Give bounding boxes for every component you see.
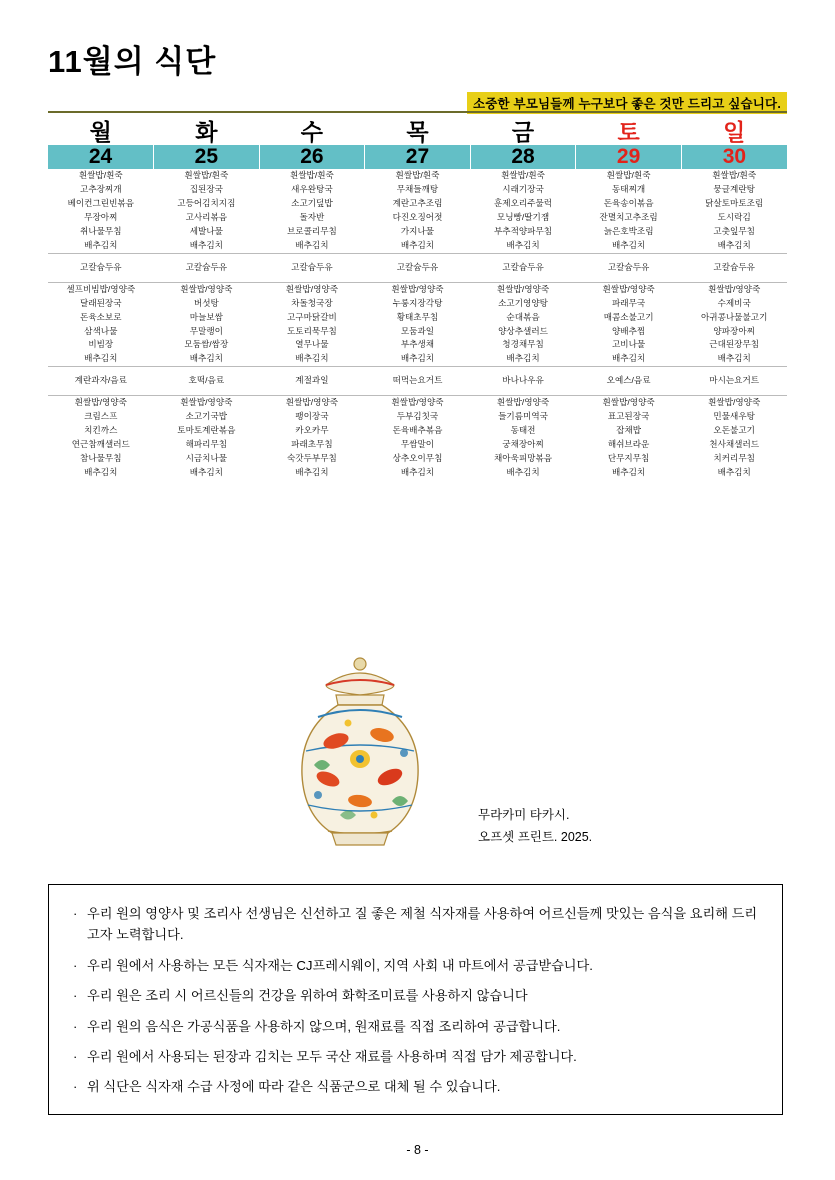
menu-item: 계란과자/음료	[74, 375, 127, 386]
menu-cell-afternoon-snack-일	[681, 367, 787, 396]
menu-item: 고칼슘두유	[185, 261, 228, 272]
menu-cell-breakfast-월	[48, 169, 154, 253]
menu-item: 돌자반	[299, 212, 325, 223]
note-item	[73, 955, 758, 976]
menu-item: 부추생채	[400, 339, 435, 350]
date-wed: 26	[259, 145, 365, 169]
page-title: 11월의 식단	[48, 44, 217, 79]
menu-cell-breakfast-금	[470, 169, 576, 253]
notes-box	[48, 884, 783, 1115]
menu-item: 동태전	[510, 425, 536, 436]
menu-item: 순대볶음	[506, 311, 540, 322]
menu-item: 흰쌀밥/흰죽	[289, 170, 334, 181]
menu-item: 흰쌀밥/영양죽	[602, 283, 655, 294]
menu-row-morning-snack	[48, 253, 787, 282]
note-text: 우리 원에서 사용하는 모든 식자재는 CJ프레시웨이, 지역 사회 내 마트에서 공급받습니다.	[87, 957, 593, 973]
date-mon: 24	[48, 145, 154, 169]
date-thu: 27	[365, 145, 471, 169]
tagline-highlight: 소중한 부모님들께 누구보다 좋은 것만 드리고 싶습니다.	[467, 92, 787, 114]
menu-item: 흰쌀밥/영양죽	[391, 283, 444, 294]
date-row	[48, 145, 787, 169]
day-name-fri: 금	[511, 119, 535, 145]
menu-cell-morning-snack-금	[470, 253, 576, 282]
note-item	[73, 1076, 758, 1097]
menu-item: 해쉬브라운	[607, 438, 650, 449]
menu-item: 배추김치	[717, 239, 751, 250]
menu-item: 소고기덮밥	[291, 198, 333, 209]
menu-cell-lunch-목	[365, 282, 471, 367]
note-item	[73, 1046, 758, 1067]
menu-item: 고칼슘두유	[80, 261, 122, 272]
menu-cell-breakfast-일	[681, 169, 787, 253]
menu-item: 마늘보쌈	[189, 311, 223, 322]
date-sat: 29	[576, 145, 682, 169]
menu-item: 배추김치	[611, 353, 646, 364]
menu-item: 브로콜리무침	[287, 225, 337, 236]
header-divider	[48, 111, 787, 113]
menu-cell-afternoon-snack-월	[48, 367, 154, 396]
note-bullet: ·	[73, 906, 78, 921]
menu-item: 토마토계란볶음	[177, 425, 236, 436]
day-name-mon: 월	[89, 119, 112, 145]
note-text: 우리 원은 조리 시 어르신들의 건강을 위하여 화학조미료를 사용하지 않습니다	[87, 988, 528, 1004]
menu-item: 두부김칫국	[396, 411, 439, 422]
menu-item: 시래기장국	[502, 184, 544, 195]
menu-cell-dinner-일	[681, 396, 787, 480]
menu-item: 흰쌀밥/영양죽	[180, 283, 233, 294]
menu-item: 흰쌀밥/흰죽	[712, 170, 757, 181]
note-item	[73, 1016, 758, 1037]
note-bullet: ·	[73, 988, 78, 1004]
menu-item: 흰쌀밥/영양죽	[74, 397, 127, 408]
menu-item: 파래무국	[611, 297, 646, 308]
menu-item: 오예스/음료	[606, 375, 651, 386]
menu-item: 양파장아찌	[713, 325, 755, 336]
menu-item: 세발나물	[189, 225, 223, 236]
menu-cell-afternoon-snack-목	[365, 367, 471, 396]
day-name-tue: 화	[195, 119, 218, 145]
menu-item: 돈육송이볶음	[603, 198, 654, 209]
menu-item: 흰쌀밥/영양죽	[708, 283, 761, 294]
menu-cell-dinner-금	[470, 396, 576, 480]
menu-item: 상추오이무침	[392, 452, 443, 463]
menu-item: 고사리볶음	[185, 212, 228, 223]
menu-item: 떠먹는요거트	[392, 375, 443, 386]
menu-row-dinner	[48, 396, 787, 480]
day-name-sat: 토	[617, 119, 640, 145]
menu-item: 배추김치	[717, 466, 751, 477]
menu-item: 무채들깨탕	[396, 184, 439, 195]
menu-item: 고비나물	[611, 339, 646, 350]
note-text: 우리 원에서 사용되는 된장과 김치는 모두 국산 재료를 사용하며 직접 담가 제공합니다.	[87, 1048, 577, 1064]
menu-item: 배추김치	[295, 466, 329, 477]
menu-item: 배추김치	[189, 466, 223, 477]
menu-item: 배추김치	[400, 353, 435, 364]
menu-item: 모닝빵/딸기잼	[496, 212, 550, 223]
menu-item: 흰쌀밥/흰죽	[501, 170, 545, 181]
artwork-caption-line2: 오프셋 프린트. 2025.	[478, 829, 593, 844]
menu-item: 차돌청국장	[291, 297, 333, 308]
menu-item: 돈육소보로	[80, 311, 122, 322]
menu-item: 고등어김치지짐	[177, 198, 236, 209]
menu-cell-morning-snack-토	[576, 253, 682, 282]
menu-item: 배추김치	[400, 239, 435, 250]
menu-item: 배추김치	[611, 466, 646, 477]
menu-item: 취나물무침	[80, 225, 122, 236]
menu-item: 돈육배추볶음	[392, 425, 443, 436]
menu-item: 배추김치	[84, 239, 118, 250]
menu-item: 모둠쌈/쌈장	[184, 339, 229, 350]
artwork-caption-line1: 무라카미 타카시.	[478, 808, 570, 822]
menu-item: 배추김치	[295, 353, 329, 364]
menu-item: 배추김치	[717, 353, 751, 364]
menu-item: 배추김치	[84, 353, 118, 364]
menu-item: 치커리무침	[713, 452, 755, 463]
menu-item: 도토리묵무침	[287, 325, 337, 336]
day-name-sun: 일	[723, 119, 746, 145]
menu-item: 다진오징어젓	[392, 212, 443, 223]
menu-item: 배추김치	[189, 239, 223, 250]
menu-item: 흰쌀밥/영양죽	[285, 397, 338, 408]
menu-row-breakfast	[48, 169, 787, 253]
menu-item: 셀프비빔밥/영양죽	[66, 283, 136, 294]
menu-item: 표고된장국	[607, 411, 650, 422]
menu-item: 부추적양파무침	[493, 225, 553, 236]
menu-item: 채아욱피망볶음	[493, 452, 553, 463]
menu-cell-morning-snack-월	[48, 253, 154, 282]
menu-item: 흰쌀밥/영양죽	[708, 397, 761, 408]
menu-cell-dinner-목	[365, 396, 471, 480]
menu-item: 흰쌀밥/흰죽	[184, 170, 229, 181]
menu-cell-dinner-토	[576, 396, 682, 480]
menu-item: 흰쌀밥/영양죽	[391, 397, 444, 408]
menu-item: 버섯탕	[193, 297, 219, 308]
menu-row-lunch	[48, 282, 787, 367]
menu-item: 고칼슘두유	[713, 261, 755, 272]
menu-item: 삼색나물	[84, 325, 118, 336]
menu-item: 배추김치	[506, 353, 540, 364]
menu-cell-lunch-화	[154, 282, 260, 367]
menu-cell-lunch-월	[48, 282, 154, 367]
menu-item: 베이컨그린빈볶음	[67, 198, 134, 209]
date-fri: 28	[470, 145, 576, 169]
menu-item: 팽이장국	[295, 411, 329, 422]
menu-item: 고칼슘두유	[502, 261, 544, 272]
menu-item: 고춧잎무침	[713, 225, 755, 236]
day-name-row	[48, 120, 787, 145]
menu-item: 소고기영양탕	[498, 297, 548, 308]
note-item	[73, 985, 758, 1006]
menu-item: 흰쌀밥/흰죽	[78, 170, 123, 181]
menu-item: 잡채밥	[616, 425, 642, 436]
menu-cell-morning-snack-수	[259, 253, 365, 282]
day-name-wed: 수	[300, 119, 324, 145]
menu-cell-breakfast-수	[259, 169, 365, 253]
menu-cell-lunch-수	[259, 282, 365, 367]
menu-item: 뭉글계란탕	[713, 184, 755, 195]
menu-item: 숙갓두부무침	[287, 452, 337, 463]
menu-item: 천사채샐러드	[709, 438, 760, 449]
menu-cell-afternoon-snack-금	[470, 367, 576, 396]
menu-cell-lunch-금	[470, 282, 576, 367]
menu-item: 배추김치	[611, 239, 646, 250]
menu-item: 배추김치	[189, 353, 223, 364]
menu-cell-afternoon-snack-수	[259, 367, 365, 396]
menu-item: 고칼슘두유	[291, 261, 333, 272]
menu-item: 청경채무침	[502, 339, 544, 350]
menu-item: 열무나물	[295, 339, 329, 350]
day-name-thu: 목	[406, 119, 429, 145]
menu-item: 달래된장국	[80, 297, 122, 308]
menu-item: 흰쌀밥/영양죽	[180, 397, 233, 408]
menu-item: 고칼슘두유	[396, 261, 439, 272]
menu-item: 흰쌀밥/영양죽	[496, 283, 550, 294]
menu-item: 배추김치	[84, 466, 118, 477]
menu-cell-breakfast-토	[576, 169, 682, 253]
menu-item: 동태찌개	[611, 184, 646, 195]
menu-row-afternoon-snack	[48, 367, 787, 396]
menu-item: 마시는요거트	[709, 375, 760, 386]
menu-item: 들기름미역국	[498, 411, 548, 422]
menu-item: 아귀콩나물불고기	[700, 311, 768, 322]
note-item	[73, 903, 758, 946]
menu-item: 도시락김	[717, 212, 751, 223]
menu-item: 가지나물	[400, 225, 435, 236]
menu-body	[48, 169, 787, 479]
note-text: 우리 원의 음식은 가공식품을 사용하지 않으며, 원재료를 직접 조리하여 공급합니다.	[87, 1018, 561, 1034]
menu-item: 시금치나물	[185, 452, 228, 463]
menu-cell-morning-snack-목	[365, 253, 471, 282]
menu-item: 근대된장무침	[709, 339, 760, 350]
menu-item: 황태초무침	[396, 311, 439, 322]
menu-item: 계절과일	[295, 375, 329, 386]
menu-item: 참나물무침	[80, 452, 122, 463]
menu-item: 새우완탕국	[291, 184, 333, 195]
menu-item: 배추김치	[295, 239, 329, 250]
menu-item: 매콤소불고기	[603, 311, 654, 322]
menu-item: 흰쌀밥/영양죽	[285, 283, 338, 294]
weekly-menu-table	[48, 120, 787, 480]
menu-item: 계란고추조림	[392, 198, 443, 209]
menu-item: 단무지무침	[607, 452, 650, 463]
menu-item: 누룽지장각탕	[392, 297, 443, 308]
menu-cell-afternoon-snack-토	[576, 367, 682, 396]
menu-cell-morning-snack-화	[154, 253, 260, 282]
menu-item: 호떡/음료	[188, 375, 225, 386]
menu-cell-dinner-화	[154, 396, 260, 480]
menu-item: 민물새우탕	[713, 411, 755, 422]
menu-item: 고추장찌개	[80, 184, 122, 195]
menu-item: 비빔장	[88, 339, 114, 350]
menu-item: 바나나우유	[502, 375, 544, 386]
menu-item: 무쌈말이	[400, 438, 435, 449]
page-number: - 8 -	[406, 1143, 429, 1157]
menu-item: 무장아찌	[84, 212, 118, 223]
menu-cell-morning-snack-일	[681, 253, 787, 282]
menu-item: 흰쌀밥/영양죽	[602, 397, 655, 408]
menu-item: 해파리무침	[185, 438, 228, 449]
menu-cell-dinner-수	[259, 396, 365, 480]
menu-item: 연근참깨샐러드	[71, 438, 130, 449]
menu-item: 잔멸치고추조림	[599, 212, 658, 223]
menu-item: 무말랭이	[189, 325, 223, 336]
date-tue: 25	[154, 145, 260, 169]
menu-cell-afternoon-snack-화	[154, 367, 260, 396]
note-text: 우리 원의 영양사 및 조리사 선생님은 신선하고 질 좋은 제철 식자재를 사용하여 어르신들께 맛있는 음식을 요리해 드리고자 노력합니다.	[87, 906, 758, 943]
menu-item: 배추김치	[400, 466, 435, 477]
menu-cell-dinner-월	[48, 396, 154, 480]
menu-item: 소고기국밥	[185, 411, 228, 422]
menu-item: 고구마닭갈비	[287, 311, 337, 322]
menu-item: 고칼슘두유	[607, 261, 650, 272]
artwork-image	[270, 655, 450, 855]
menu-item: 훈제오리주물럭	[493, 198, 553, 209]
menu-item: 배추김치	[506, 239, 540, 250]
menu-cell-breakfast-화	[154, 169, 260, 253]
note-bullet: ·	[73, 1018, 78, 1034]
menu-item: 수제비국	[717, 297, 751, 308]
menu-item: 양상추샐러드	[498, 325, 548, 336]
menu-item: 집된장국	[189, 184, 223, 195]
menu-item: 궁채장아찌	[502, 438, 544, 449]
artwork-caption	[478, 805, 592, 849]
menu-cell-breakfast-목	[365, 169, 471, 253]
menu-item: 늙은호박조림	[603, 225, 654, 236]
note-bullet: ·	[73, 1079, 78, 1095]
menu-item: 배추김치	[506, 466, 540, 477]
menu-item: 양배추찜	[611, 325, 646, 336]
menu-item: 모둠과일	[400, 325, 435, 336]
menu-item: 닭살토마토조림	[705, 198, 764, 209]
menu-item: 흰쌀밥/영양죽	[496, 397, 550, 408]
note-bullet: ·	[73, 1048, 78, 1064]
menu-cell-lunch-일	[681, 282, 787, 367]
menu-item: 카오카무	[295, 425, 329, 436]
date-sun: 30	[681, 145, 787, 169]
menu-item: 오돈불고기	[713, 425, 755, 436]
note-text: 위 식단은 식자재 수급 사정에 따라 같은 식품군으로 대체 될 수 있습니다.	[87, 1079, 501, 1095]
menu-item: 크림스프	[84, 411, 118, 422]
menu-item: 흰쌀밥/흰죽	[395, 170, 440, 181]
note-bullet: ·	[73, 957, 78, 973]
menu-item: 흰쌀밥/흰죽	[606, 170, 651, 181]
menu-item: 파래초무침	[291, 438, 333, 449]
menu-cell-lunch-토	[576, 282, 682, 367]
menu-item: 치킨까스	[84, 425, 118, 436]
